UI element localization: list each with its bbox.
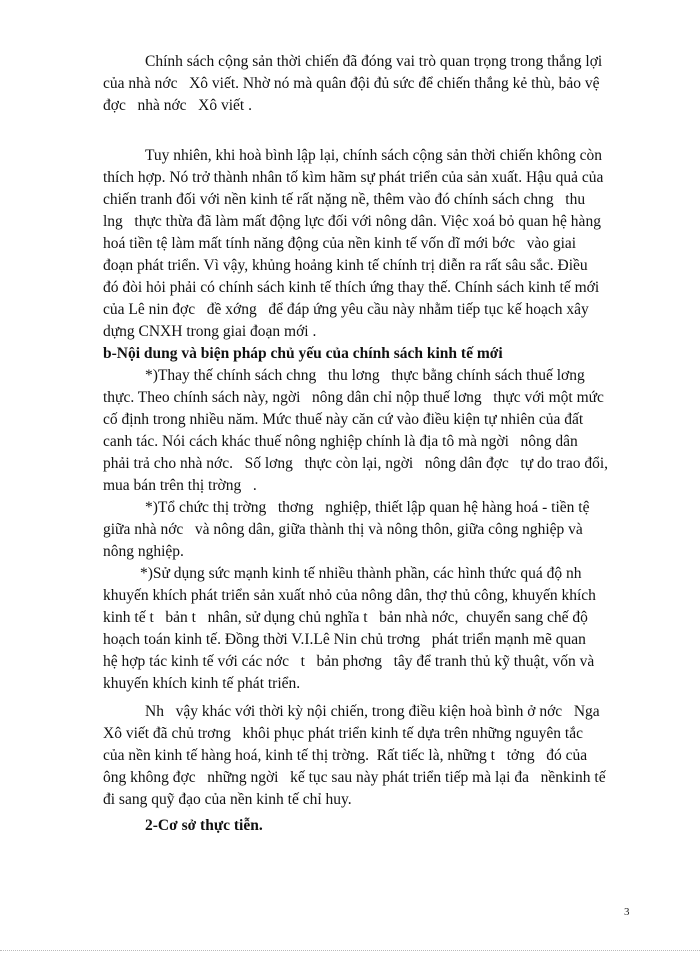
paragraph-2-line-1: Tuy nhiên, khi hoà bình lập lại, chính sách cộng sản thời chiến không còn [145,147,603,164]
paragraph-2-line-6: đoạn phát triển. Vì vậy, khủng hoảng kinh tế chính trị diễn ra rất sâu sắc. Điều [103,257,588,274]
item-1-line-3: cố định trong nhiều năm. Mức thuế này căn cứ vào điều kiện tự nhiên của đất [103,411,584,428]
paragraph-2-line-2: thích hợp. Nó trở thành nhân tố kìm hãm sự phát triển của sản xuất. Hậu quả của [103,169,604,186]
item-2-line-1: *)Tổ chức thị trờng thơng nghiệp, thiết lập quan hệ hàng hoá - tiền tệ [145,499,590,516]
paragraph-1-line-2: của nhà nớc Xô viết. Nhờ nó mà quân đội đủ sức để chiến thắng kẻ thù, bảo vệ [103,75,600,92]
item-3-line-4: hoạch toán kinh tế. Đồng thời V.I.Lê Nin chủ trơng phát triển mạnh mẽ quan [103,631,586,648]
item-1-line-2: thực. Theo chính sách này, ngời nông dân chỉ nộp thuế lơng thực với một mức [103,389,604,406]
paragraph-2-line-7: đó đòi hỏi phải có chính sách kinh tế thích ứng thay thế. Chính sách kinh tế mới [103,279,600,296]
paragraph-1-line-3: đợc nhà nớc Xô viết . [103,97,252,114]
section-2-heading: 2-Cơ sở thực tiễn. [145,817,263,834]
page-bottom-divider [0,950,700,951]
item-1-line-5: phải trả cho nhà nớc. Số lơng thực còn lại, ngời nông dân đợc tự do trao đổi, [103,455,609,472]
item-3-line-6: khuyến khích kinh tế phát triển. [103,675,301,692]
paragraph-2-line-5: hoá tiền tệ làm mất tính năng động của nền kinh tế vốn dĩ mới bớc vào giai [103,235,577,252]
paragraph-2-line-8: của Lê nin đợc đề xớng để đáp ứng yêu cầu này nhằm tiếp tục kế hoạch xây [103,301,589,318]
item-1-line-1: *)Thay thế chính sách chng thu lơng thực bằng chính sách thuế lơng [145,367,585,384]
paragraph-3-line-1: Nh vậy khác với thời kỳ nội chiến, trong điều kiện hoà bình ở nớc Nga [145,703,600,720]
paragraph-2-line-3: chiến tranh đối với nền kinh tế rất nặng nề, thêm vào đó chính sách chng thu [103,191,586,208]
paragraph-2-line-9: dựng CNXH trong giai đoạn mới . [103,323,317,340]
paragraph-3-line-4: ông không đợc những ngời kế tục sau này phát triển tiếp mà lại đa nềnkinh tế [103,769,606,786]
item-1-line-4: canh tác. Nói cách khác thuế nông nghiệp chính là địa tô mà ngời nông dân [103,433,578,450]
item-1-line-6: mua bán trên thị trờng . [103,477,257,494]
item-3-line-5: hệ hợp tác kinh tế với các nớc t bản phơng tây để tranh thủ kỹ thuật, vốn và [103,653,595,670]
item-2-line-2: giữa nhà nớc và nông dân, giữa thành thị và nông thôn, giữa công nghiệp và [103,521,583,538]
item-3-line-2: khuyến khích phát triển sản xuất nhỏ của nông dân, thợ thủ công, khuyến khích [103,587,596,604]
paragraph-1-line-1: Chính sách cộng sản thời chiến đã đóng vai trò quan trọng trong thắng lợi [145,53,603,70]
paragraph-3-line-5: đi sang quỹ đạo của nền kinh tế chỉ huy. [103,791,352,808]
item-3-line-1: *)Sử dụng sức mạnh kinh tế nhiều thành phần, các hình thức quá độ nh [140,565,582,582]
section-b-heading: b-Nội dung và biện pháp chủ yếu của chính sách kinh tế mới [103,345,503,362]
item-2-line-3: nông nghiệp. [103,543,184,560]
paragraph-3-line-3: của nền kinh tế hàng hoá, kinh tế thị trờng. Rất tiếc là, những t tởng đó của [103,747,588,764]
page-number: 3 [624,906,630,918]
paragraph-2-line-4: lng thực thừa đã làm mất động lực đối với nông dân. Việc xoá bỏ quan hệ hàng [103,213,601,230]
paragraph-3-line-2: Xô viết đã chủ trơng khôi phục phát triển kinh tế dựa trên những nguyên tắc [103,725,583,742]
item-3-line-3: kinh tế t bản t nhân, sử dụng chủ nghĩa t bản nhà nớc, chuyển sang chế độ [103,609,588,626]
